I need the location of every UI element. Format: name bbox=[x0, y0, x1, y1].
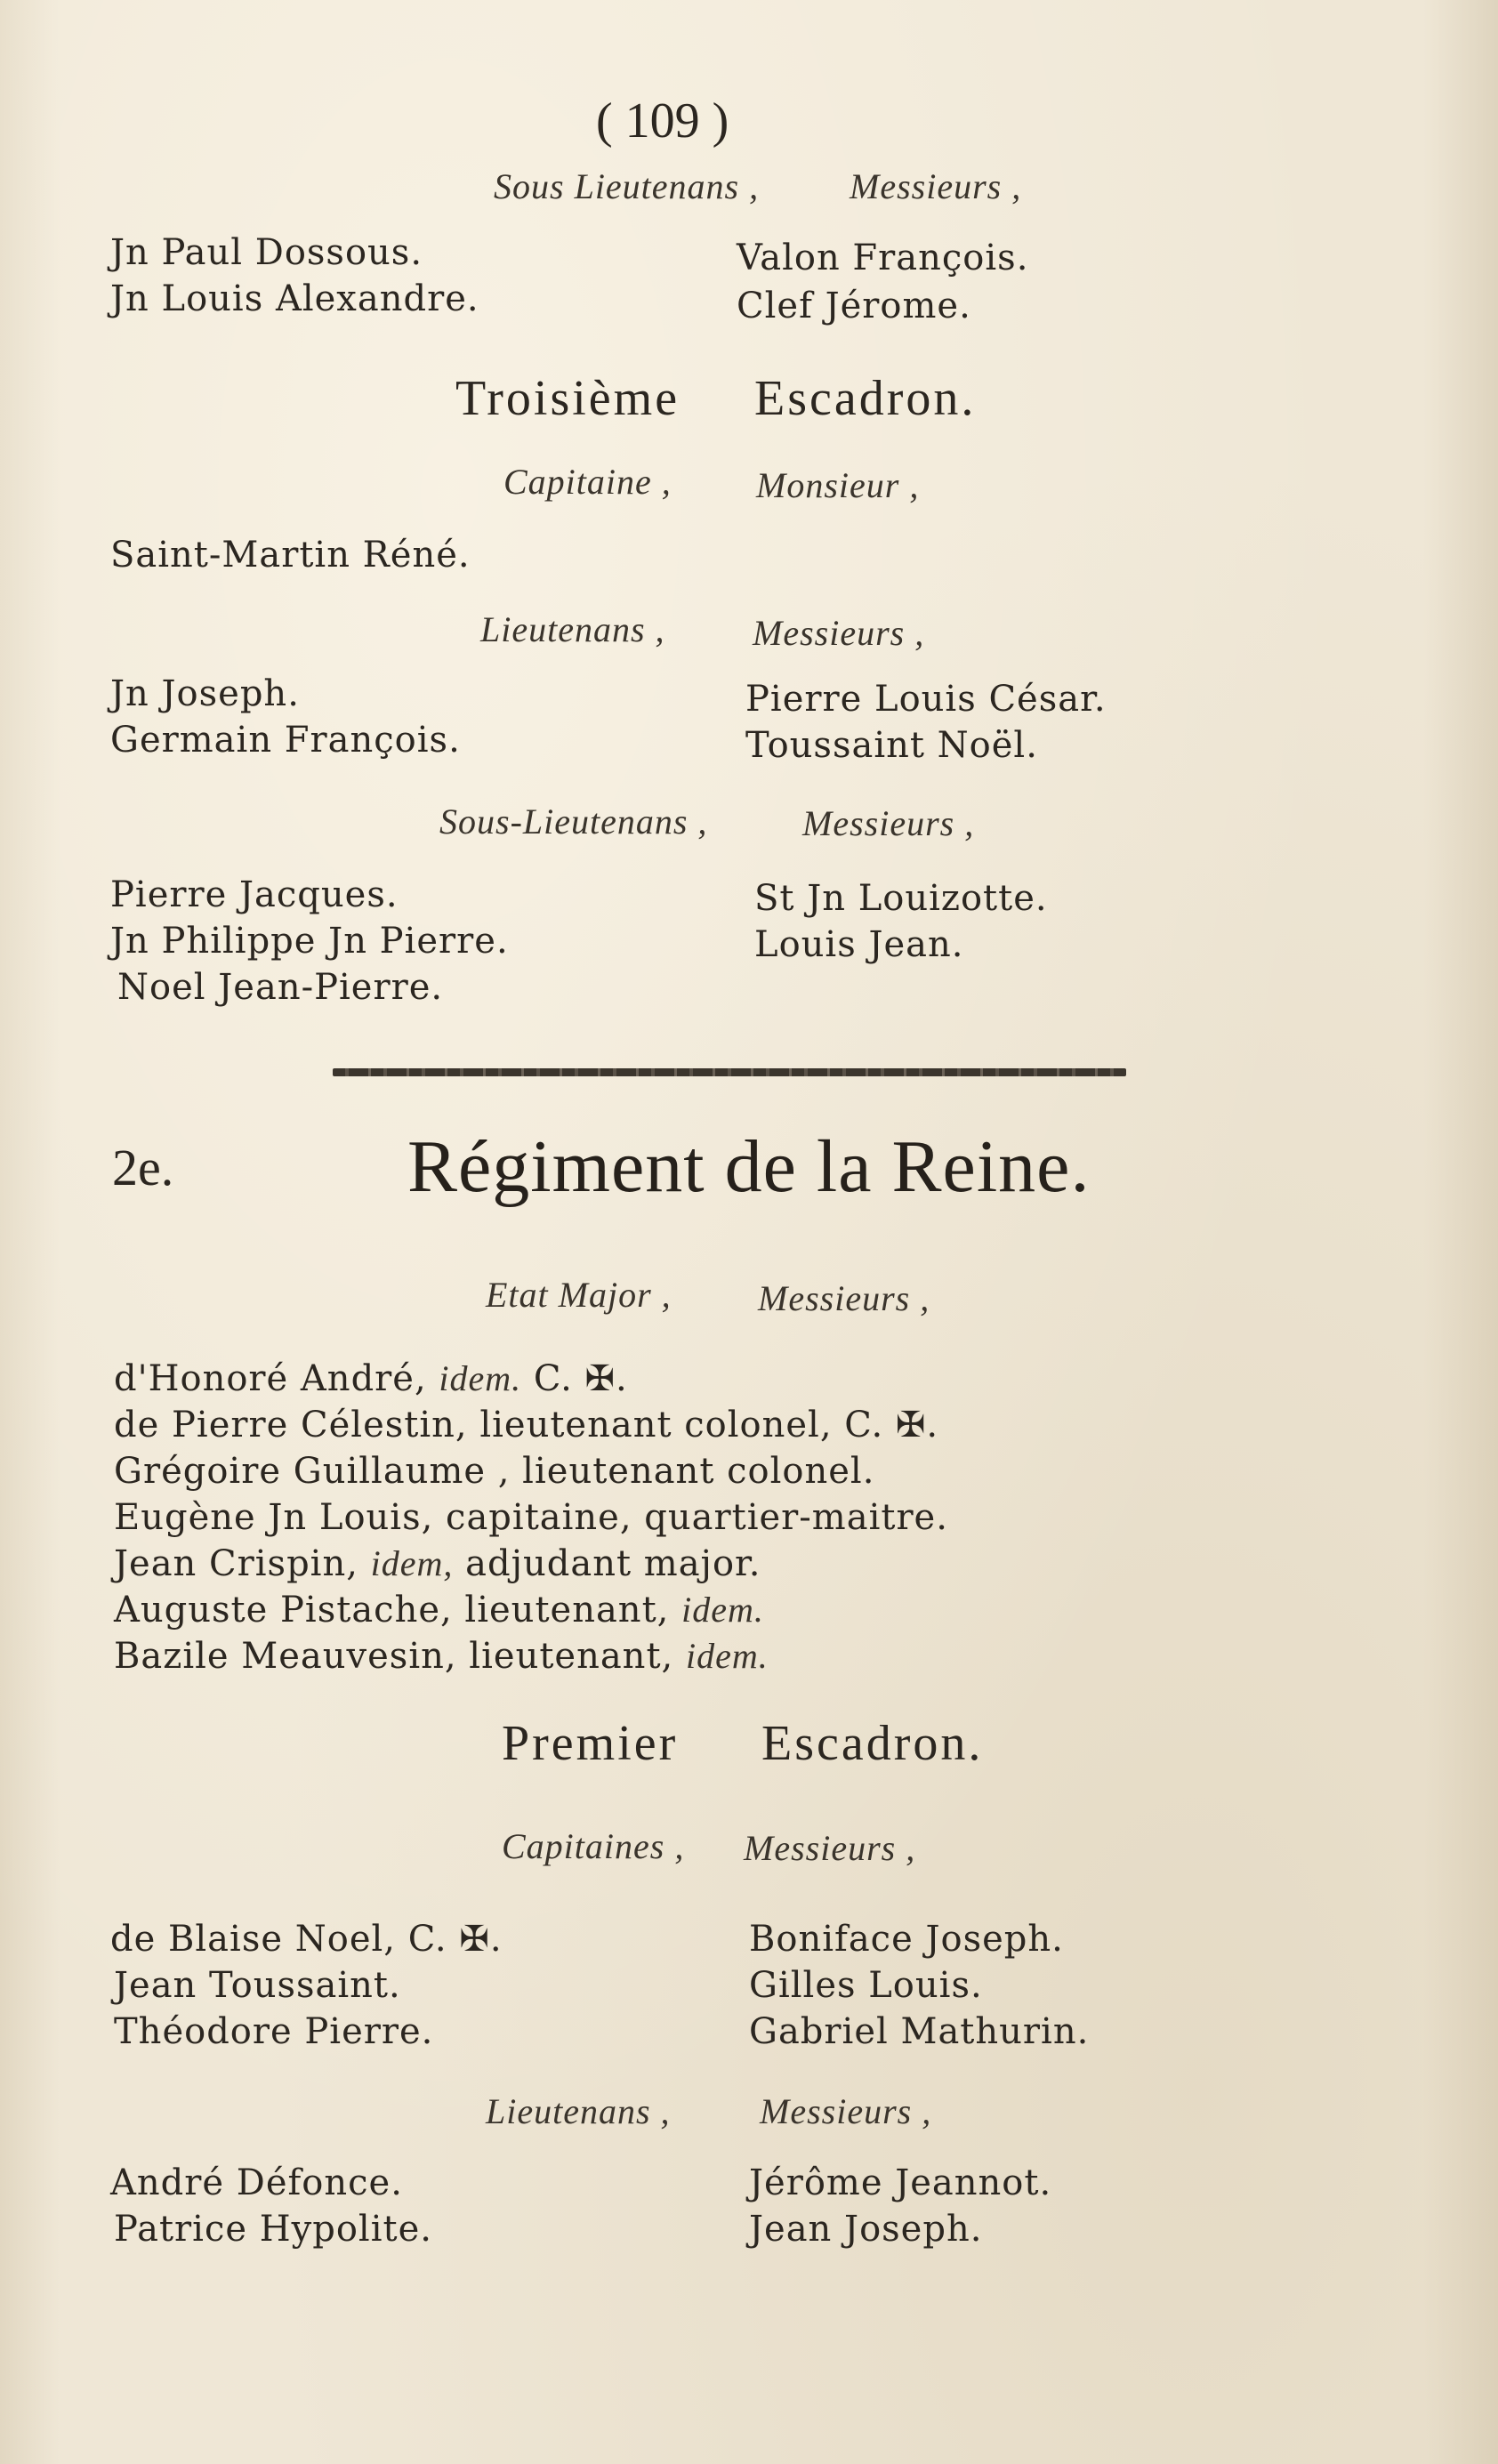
etat-major-label: Etat Major , bbox=[486, 1275, 672, 1315]
messieurs-label: Messieurs , bbox=[758, 1278, 930, 1318]
section-heading-escadron: Escadron. bbox=[754, 371, 977, 426]
officer-name: St Jn Louizotte. bbox=[754, 878, 1048, 919]
officer-name: Jn Philippe Jn Pierre. bbox=[110, 921, 509, 962]
sous-lieutenans-label: Sous-Lieutenans , bbox=[439, 801, 708, 841]
officer-name: Saint-Martin Réné. bbox=[110, 535, 471, 576]
officer-name: Pierre Jacques. bbox=[110, 874, 399, 915]
officer-name: Gabriel Mathurin. bbox=[749, 2011, 1090, 2052]
messieurs-label: Messieurs , bbox=[760, 2091, 932, 2131]
officer-name: Boniface Joseph. bbox=[749, 1919, 1064, 1960]
section-heading-escadron: Escadron. bbox=[761, 1716, 984, 1771]
officer-name: Jérôme Jeannot. bbox=[749, 2162, 1052, 2203]
staff-line: de Pierre Célestin, lieutenant colonel, C. ✠. bbox=[114, 1405, 939, 1445]
monsieur-label: Monsieur , bbox=[756, 465, 920, 505]
sous-lieutenans-label: Sous Lieutenans , bbox=[494, 166, 760, 206]
staff-line: Auguste Pistache, lieutenant, idem. bbox=[114, 1590, 764, 1631]
officer-name: Clef Jérome. bbox=[737, 286, 971, 326]
section-divider-rule bbox=[333, 1068, 1126, 1076]
capitaines-label: Capitaines , bbox=[502, 1826, 685, 1866]
messieurs-label: Messieurs , bbox=[850, 166, 1022, 206]
section-heading-troisieme: Troisième bbox=[455, 371, 681, 426]
officer-name: Jn Louis Alexandre. bbox=[110, 278, 479, 319]
capitaine-label: Capitaine , bbox=[503, 462, 672, 502]
page-number: ( 109 ) bbox=[596, 93, 729, 149]
staff-line: d'Honoré André, idem. C. ✠. bbox=[114, 1358, 628, 1399]
messieurs-label: Messieurs , bbox=[744, 1828, 916, 1868]
officer-name: Louis Jean. bbox=[754, 924, 964, 965]
staff-line: Eugène Jn Louis, capitaine, quartier-maitre. bbox=[114, 1497, 948, 1538]
staff-line: Grégoire Guillaume , lieutenant colonel. bbox=[114, 1451, 875, 1492]
officer-name: Pierre Louis César. bbox=[745, 679, 1107, 720]
officer-name: Toussaint Noël. bbox=[745, 725, 1038, 766]
officer-name: Jn Paul Dossous. bbox=[110, 232, 423, 273]
officer-name: Jn Joseph. bbox=[110, 673, 300, 714]
messieurs-label: Messieurs , bbox=[753, 613, 925, 653]
officer-name: Gilles Louis. bbox=[749, 1965, 983, 2006]
officer-name: Germain François. bbox=[110, 720, 461, 761]
regiment-number: 2e. bbox=[112, 1139, 174, 1196]
lieutenans-label: Lieutenans , bbox=[480, 609, 665, 649]
officer-name: Jean Toussaint. bbox=[114, 1965, 401, 2006]
lieutenans-label: Lieutenans , bbox=[486, 2091, 671, 2131]
officer-name: Théodore Pierre. bbox=[114, 2011, 434, 2052]
section-heading-premier: Premier bbox=[502, 1716, 679, 1771]
regiment-title: Régiment de la Reine. bbox=[407, 1125, 1091, 1208]
officer-name: Jean Joseph. bbox=[749, 2209, 983, 2250]
officer-name: Valon François. bbox=[737, 238, 1029, 278]
staff-line: Jean Crispin, idem, adjudant major. bbox=[114, 1543, 761, 1584]
officer-name: André Défonce. bbox=[110, 2162, 403, 2203]
messieurs-label: Messieurs , bbox=[802, 803, 975, 843]
staff-line: Bazile Meauvesin, lieutenant, idem. bbox=[114, 1636, 769, 1677]
officer-name: Patrice Hypolite. bbox=[114, 2209, 432, 2250]
officer-name: de Blaise Noel, C. ✠. bbox=[110, 1919, 503, 1960]
officer-name: Noel Jean-Pierre. bbox=[117, 967, 444, 1008]
